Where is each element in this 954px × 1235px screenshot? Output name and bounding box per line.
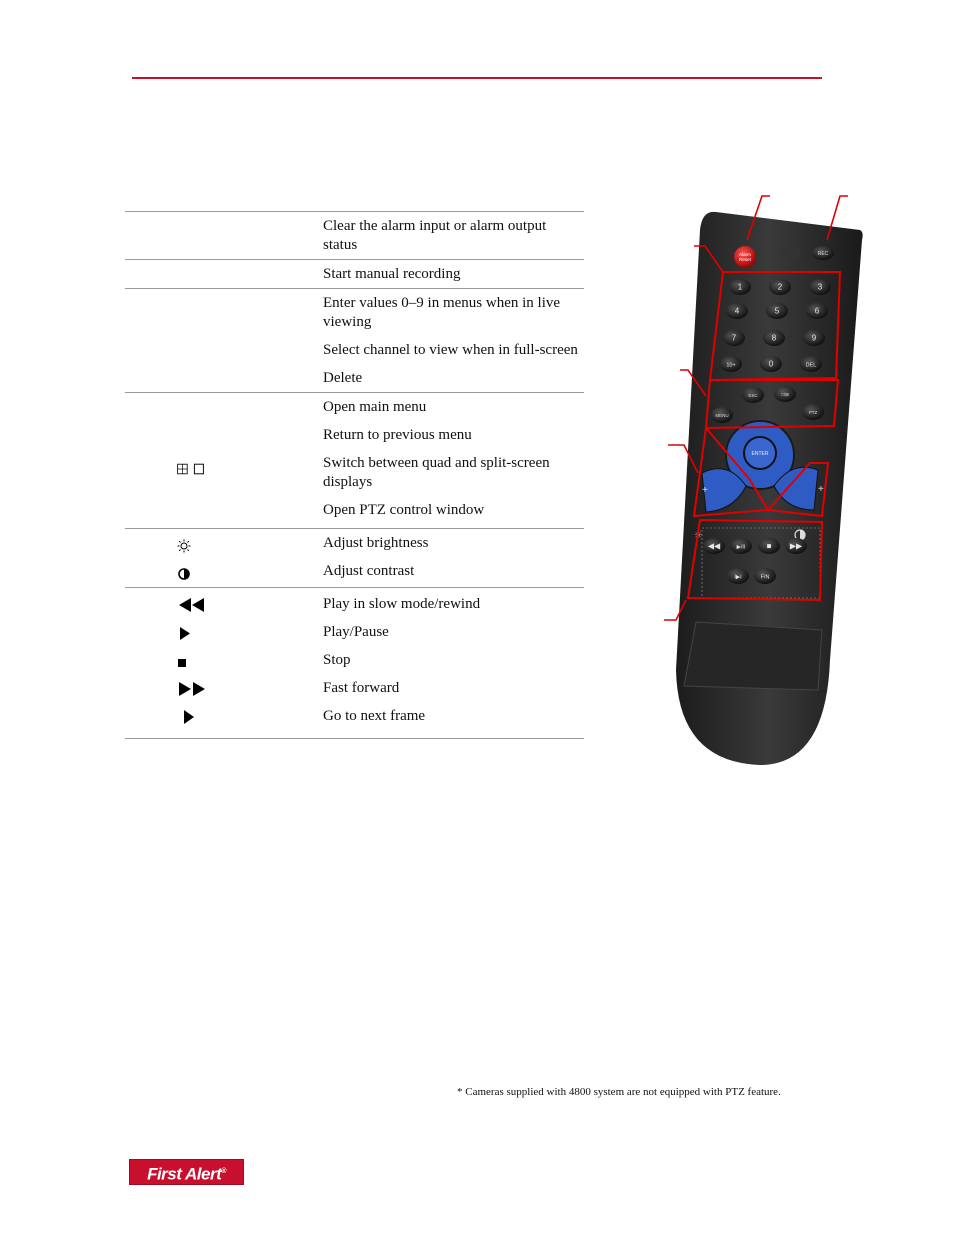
svg-text:7: 7 [731, 333, 737, 343]
svg-text:4: 4 [734, 306, 740, 316]
svg-text:10+: 10+ [726, 362, 736, 369]
remote-key-10plus [720, 356, 742, 372]
svg-text:5: 5 [774, 306, 780, 316]
desc-ff: Fast forward [323, 680, 400, 696]
alarm-reset-label: Alarm [739, 252, 751, 257]
group-playback [125, 587, 584, 739]
remote-key-7 [723, 330, 745, 346]
desc-digits-values: Enter values 0–9 in menus when in live viewing [323, 295, 561, 330]
brightness-symbol: ☼ [694, 531, 703, 541]
logo-text: First Alert [147, 1164, 222, 1184]
enter-key-label: ENTER [751, 451, 769, 457]
svg-text:8: 8 [771, 333, 777, 343]
desc-esc: Return to previous menu [323, 427, 472, 443]
remote-key-1 [729, 279, 751, 295]
footnote: * Cameras supplied with 4800 system are not equipped with PTZ feature. [457, 1086, 781, 1098]
playback-key-4 [785, 538, 807, 554]
remote-control-illustration [650, 190, 890, 780]
row-digits-channel [125, 336, 584, 364]
remote-key-6 [806, 303, 828, 319]
playback-key-1 [703, 538, 725, 554]
row-next-frame [125, 702, 584, 738]
svg-text:3: 3 [817, 282, 823, 292]
svg-text:Reset: Reset [739, 257, 751, 262]
remote-key-2 [769, 279, 791, 295]
svg-text:F/N: F/N [760, 574, 770, 581]
row-play [125, 618, 584, 646]
rewind-icon [177, 597, 207, 613]
svg-text:I▶I: I▶I [734, 574, 742, 581]
desc-digits-channel: Select channel to view when in full-screen [323, 342, 578, 358]
row-ff [125, 674, 584, 702]
next-frame-icon [177, 709, 207, 725]
group-alarm [125, 211, 584, 259]
row-rec [125, 260, 584, 288]
brightness-plus-label: + [702, 485, 708, 496]
desc-stop: Stop [323, 652, 351, 668]
desc-ptz: Open PTZ control window [323, 502, 485, 518]
logo-registered-mark: ® [221, 1168, 226, 1175]
row-contrast [125, 557, 584, 587]
group-digits [125, 288, 584, 392]
rec-key-label: REC [817, 251, 829, 257]
svg-text:■: ■ [766, 541, 772, 551]
desc-split: Switch between quad and split-screen displays [323, 455, 550, 490]
playback-key-2 [730, 538, 752, 554]
ptz-key-label: PTZ [808, 410, 818, 415]
row-stop [125, 646, 584, 674]
play-icon [177, 625, 207, 641]
desc-del: Delete [323, 370, 363, 386]
playback-key-5 [727, 568, 749, 584]
row-esc [125, 421, 584, 449]
svg-text:1: 1 [737, 282, 743, 292]
svg-text:9: 9 [811, 333, 817, 343]
contrast-plus-label: + [818, 484, 824, 495]
esc-key-label: ESC [748, 393, 758, 398]
split-key-label: □/⊞ [781, 392, 789, 397]
alarm-reset-button [734, 246, 756, 268]
desc-menu: Open main menu [323, 399, 427, 415]
remote-key-0 [760, 356, 782, 372]
first-alert-logo [129, 1159, 244, 1185]
row-rewind [125, 590, 584, 618]
remote-key-del [800, 356, 822, 372]
blank-button [780, 248, 800, 258]
svg-text:6: 6 [814, 306, 820, 316]
desc-rewind: Play in slow mode/rewind [323, 596, 481, 612]
group-image [125, 528, 584, 587]
remote-function-table [125, 211, 584, 739]
row-ptz [125, 496, 584, 528]
group-menu [125, 392, 584, 528]
remote-key-3 [809, 279, 831, 295]
contrast-icon [177, 566, 207, 582]
fast-forward-icon [177, 681, 207, 697]
remote-key-9 [803, 330, 825, 346]
svg-text:DEL: DEL [805, 362, 817, 369]
remote-key-5 [766, 303, 788, 319]
svg-text:▶▶: ▶▶ [789, 541, 803, 551]
desc-next-frame: Go to next frame [323, 708, 426, 724]
svg-text:2: 2 [777, 282, 783, 292]
menu-key-label: MENU [715, 413, 729, 418]
row-split [125, 449, 584, 496]
row-del [125, 364, 584, 392]
split-display-icon [177, 461, 207, 477]
stop-icon [177, 653, 207, 669]
desc-brightness: Adjust brightness [323, 535, 429, 551]
row-brightness [125, 529, 584, 557]
svg-text:◀◀: ◀◀ [707, 541, 721, 551]
svg-text:0: 0 [768, 359, 774, 369]
svg-text:▶/II: ▶/II [736, 544, 746, 551]
brightness-icon [177, 538, 207, 554]
row-menu [125, 393, 584, 421]
playback-key-3 [758, 538, 780, 554]
desc-rec: Start manual recording [323, 266, 461, 282]
remote-key-8 [763, 330, 785, 346]
remote-key-4 [726, 303, 748, 319]
desc-alarm-reset: Clear the alarm input or alarm output status [323, 218, 547, 253]
playback-key-6 [754, 568, 776, 584]
header-rule [132, 77, 822, 79]
row-alarm-reset [125, 212, 584, 259]
desc-play: Play/Pause [323, 624, 389, 640]
group-rec [125, 259, 584, 288]
desc-contrast: Adjust contrast [323, 563, 415, 579]
row-digits-values [125, 289, 584, 336]
